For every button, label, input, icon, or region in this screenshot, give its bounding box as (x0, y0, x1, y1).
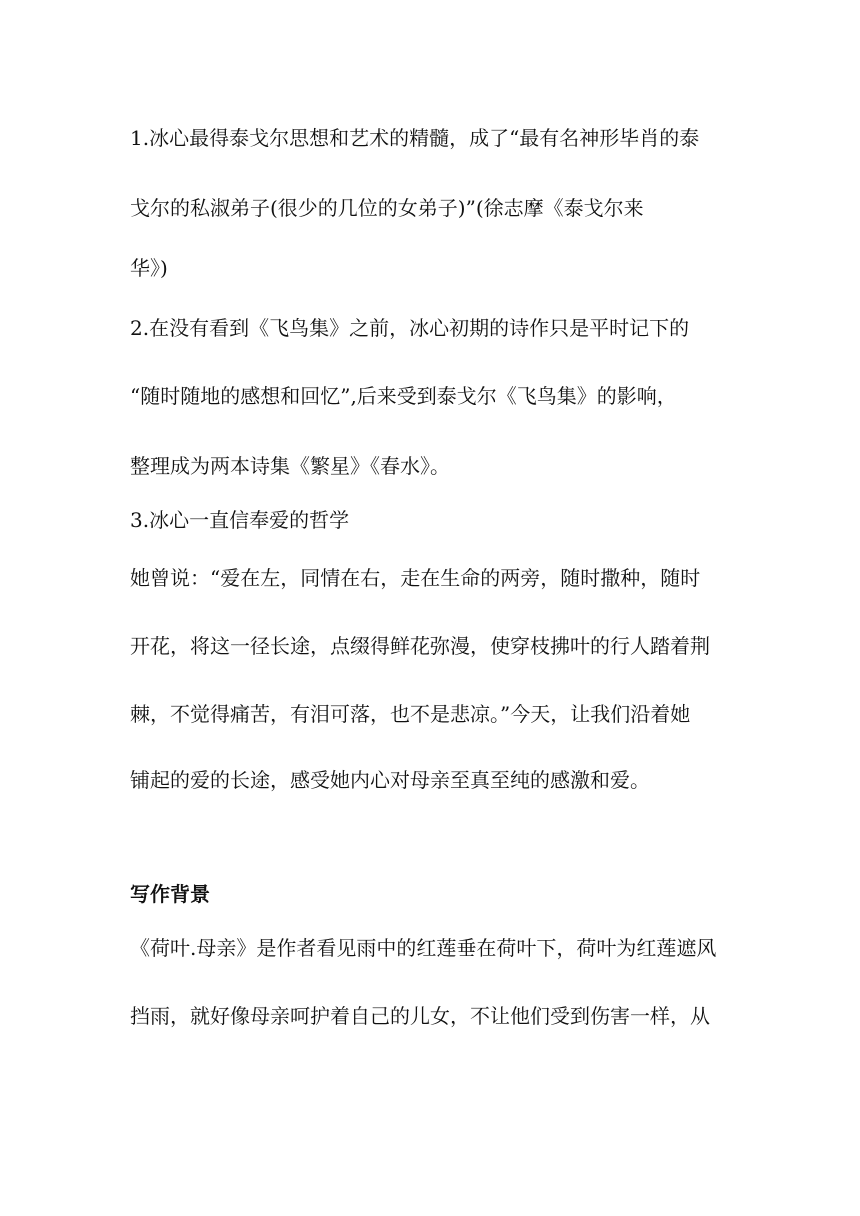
text-line-10: 棘，不觉得痛苦，有泪可落，也不是悲凉。”今天，让我们沿着她 (130, 702, 691, 726)
text-line-5: “随时随地的感想和回忆”,后来受到泰戈尔《飞鸟集》的影响， (130, 384, 677, 408)
text-line-4: 2.在没有看到《飞鸟集》之前，冰心初期的诗作只是平时记下的 (130, 316, 690, 340)
text-line-9: 开花，将这一径长途，点缀得鲜花弥漫，使穿枝拂叶的行人踏着荆 (130, 634, 710, 658)
text-line-6: 整理成为两本诗集《繁星》《春水》。 (130, 454, 450, 478)
section-heading: 写作背景 (130, 882, 210, 906)
text-line-3: 华》) (130, 256, 168, 280)
text-line-7: 3.冰心一直信奉爱的哲学 (130, 508, 350, 532)
text-line-1: 1.冰心最得泰戈尔思想和艺术的精髓，成了“最有名神形毕肖的泰 (130, 126, 700, 150)
text-line-2: 戈尔的私淑弟子(很少的几位的女弟子)”(徐志摩《泰戈尔来 (130, 196, 644, 220)
text-line-8: 她曾说：“爱在左，同情在右，走在生命的两旁，随时撒种，随时 (130, 566, 701, 590)
text-line-11: 铺起的爱的长途，感受她内心对母亲至真至纯的感激和爱。 (130, 768, 650, 792)
background-line-1: 《荷叶.母亲》是作者看见雨中的红莲垂在荷叶下，荷叶为红莲遮风 (130, 936, 717, 960)
background-line-2: 挡雨，就好像母亲呵护着自己的儿女，不让他们受到伤害一样，从 (130, 1004, 710, 1028)
